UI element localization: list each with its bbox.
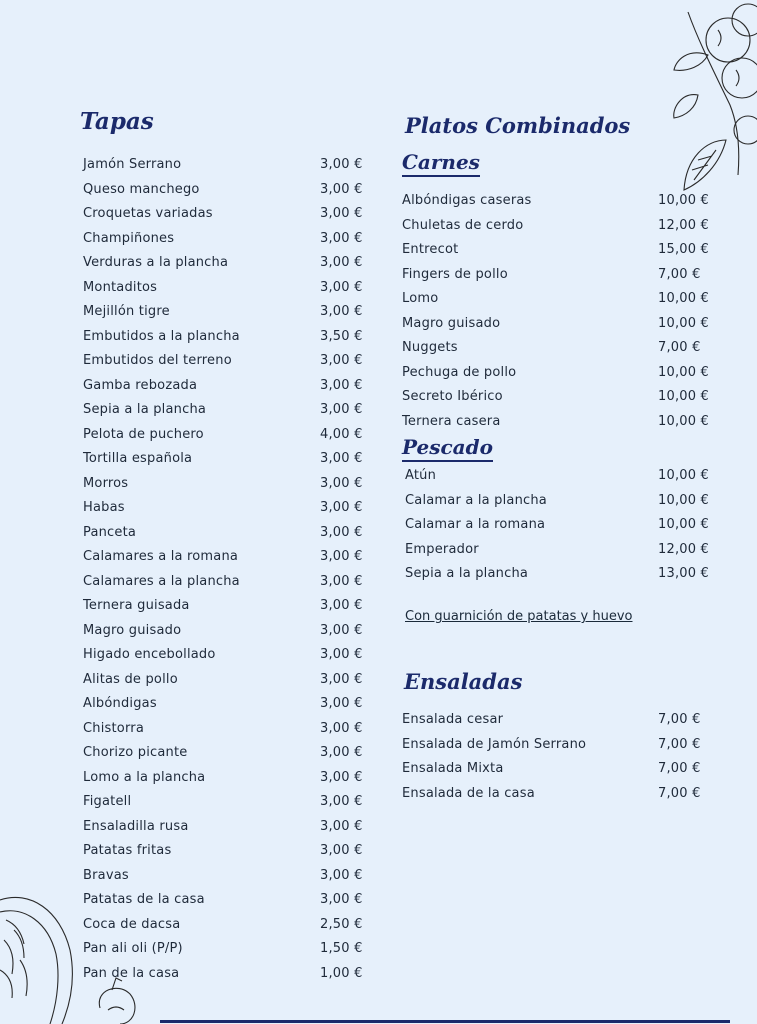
menu-item-name: Bravas: [83, 867, 129, 883]
menu-item-price: 7,00 €: [658, 266, 701, 282]
menu-item-name: Nuggets: [402, 340, 458, 355]
menu-item-price: 1,50 €: [320, 941, 363, 956]
menu-item-name: Calamar a la romana: [405, 517, 546, 532]
menu-item-name: Verduras a la plancha: [83, 255, 229, 270]
menu-item: [83, 790, 383, 815]
menu-item-name: Figatell: [83, 794, 132, 809]
menu-item-name: Morros: [83, 475, 129, 491]
menu-item: [405, 562, 725, 587]
menu-item-price: 4,00 €: [320, 426, 363, 442]
carnes-list: [402, 189, 722, 434]
fruit-branch-illustration: [668, 0, 757, 195]
menu-item-price: 3,00 €: [320, 745, 363, 760]
menu-item-name: Champiñones: [83, 230, 175, 246]
menu-item: [83, 325, 383, 350]
menu-item: [402, 361, 722, 386]
menu-item-name: Chistorra: [83, 720, 144, 736]
menu-item-price: 3,00 €: [320, 720, 363, 736]
menu-item-name: Ternera casera: [402, 413, 501, 429]
menu-item-price: 3,00 €: [320, 696, 363, 711]
menu-item-price: 10,00 €: [658, 389, 710, 404]
menu-item: [83, 423, 383, 448]
menu-item-name: Emperador: [405, 541, 479, 557]
menu-item: [83, 888, 383, 913]
menu-item-price: 3,00 €: [320, 402, 363, 417]
menu-item-price: 3,00 €: [320, 353, 363, 368]
menu-item: [83, 374, 383, 399]
menu-item-price: 7,00 €: [658, 761, 701, 776]
menu-item-name: Mejillón tigre: [83, 304, 170, 319]
menu-item-price: 10,00 €: [658, 413, 710, 429]
menu-item: [402, 336, 722, 361]
menu-item-price: 3,00 €: [320, 818, 363, 834]
pescado-list: [405, 464, 725, 587]
menu-item-price: 12,00 €: [658, 217, 710, 233]
menu-item-name: Pan ali oli (P/P): [83, 941, 183, 956]
menu-item-price: 3,00 €: [320, 598, 363, 613]
menu-item: [83, 398, 383, 423]
menu-item-price: 3,00 €: [320, 549, 363, 564]
tapas-list: [83, 153, 383, 986]
menu-item-name: Embutidos a la plancha: [83, 328, 240, 344]
menu-item: [83, 349, 383, 374]
menu-item: [405, 464, 725, 489]
menu-item-price: 12,00 €: [658, 541, 710, 557]
menu-item: [83, 717, 383, 742]
menu-item: [83, 741, 383, 766]
menu-item: [83, 472, 383, 497]
menu-item-price: 3,00 €: [320, 206, 363, 221]
menu-item-price: 3,00 €: [320, 475, 363, 491]
menu-item: [402, 385, 722, 410]
menu-item-price: 3,00 €: [320, 622, 363, 638]
menu-item: [83, 913, 383, 938]
menu-item-name: Patatas de la casa: [83, 892, 205, 907]
menu-item-name: Ensalada cesar: [402, 712, 504, 727]
menu-item: [83, 766, 383, 791]
menu-item-name: Jamón Serrano: [83, 157, 182, 172]
menu-item-name: Ensalada Mixta: [402, 761, 504, 776]
menu-item-name: Panceta: [83, 524, 137, 540]
platos-combinados-title: Platos Combinados: [405, 113, 631, 138]
menu-item-price: 7,00 €: [658, 785, 701, 801]
menu-item: [83, 251, 383, 276]
menu-item-price: 10,00 €: [658, 468, 710, 483]
menu-item-price: 3,00 €: [320, 304, 363, 319]
menu-item-name: Pan de la casa: [83, 965, 180, 981]
menu-item-name: Tortilla española: [83, 451, 193, 466]
menu-item-name: Lomo: [402, 291, 439, 306]
menu-item-price: 3,50 €: [320, 328, 363, 344]
menu-item-name: Lomo a la plancha: [83, 769, 206, 785]
menu-item-price: 10,00 €: [658, 517, 710, 532]
menu-item-price: 10,00 €: [658, 364, 710, 380]
menu-item-name: Calamares a la plancha: [83, 573, 240, 589]
menu-item-name: Ensalada de la casa: [402, 785, 535, 801]
menu-item-name: Fingers de pollo: [402, 266, 508, 282]
menu-item-name: Pechuga de pollo: [402, 364, 517, 380]
menu-item: [402, 733, 722, 758]
menu-item-price: 2,50 €: [320, 916, 363, 932]
menu-item-name: Magro guisado: [402, 315, 501, 331]
menu-item-name: Pelota de puchero: [83, 426, 204, 442]
menu-item-price: 3,00 €: [320, 181, 363, 197]
menu-item: [83, 153, 383, 178]
menu-item: [405, 538, 725, 563]
menu-item: [83, 668, 383, 693]
menu-item: [83, 962, 383, 987]
menu-item-name: Secreto Ibérico: [402, 389, 503, 404]
menu-item-name: Sepia a la plancha: [405, 566, 529, 581]
menu-item-name: Habas: [83, 500, 125, 515]
menu-item-name: Patatas fritas: [83, 843, 172, 858]
menu-item-name: Queso manchego: [83, 181, 200, 197]
menu-item-name: Gamba rebozada: [83, 377, 198, 393]
menu-item: [83, 619, 383, 644]
menu-item: [83, 815, 383, 840]
pescado-title: Pescado: [402, 435, 493, 462]
menu-item: [83, 300, 383, 325]
menu-item-name: Albóndigas: [83, 696, 157, 711]
menu-item-price: 3,00 €: [320, 573, 363, 589]
menu-item-name: Atún: [405, 468, 437, 483]
menu-item-name: Montaditos: [83, 279, 158, 295]
menu-item: [83, 496, 383, 521]
carnes-title: Carnes: [402, 150, 480, 177]
tapas-title: Tapas: [80, 108, 154, 135]
menu-item-name: Embutidos del terreno: [83, 353, 232, 368]
menu-item-price: 7,00 €: [658, 736, 701, 752]
menu-item-price: 10,00 €: [658, 291, 710, 306]
ensaladas-list: [402, 708, 722, 806]
menu-item: [402, 238, 722, 263]
menu-item-price: 3,00 €: [320, 157, 363, 172]
menu-item-price: 1,00 €: [320, 965, 363, 981]
menu-item: [402, 263, 722, 288]
menu-item-price: 10,00 €: [658, 193, 710, 208]
menu-item-price: 3,00 €: [320, 867, 363, 883]
menu-item-price: 3,00 €: [320, 647, 363, 662]
menu-item: [83, 839, 383, 864]
menu-item: [83, 594, 383, 619]
menu-item-price: 15,00 €: [658, 242, 710, 257]
menu-item: [405, 513, 725, 538]
menu-item: [83, 521, 383, 546]
menu-item-name: Coca de dacsa: [83, 916, 181, 932]
menu-item-price: 3,00 €: [320, 500, 363, 515]
bottom-divider: [160, 1020, 730, 1023]
menu-item-name: Alitas de pollo: [83, 671, 178, 687]
menu-item-name: Calamares a la romana: [83, 549, 239, 564]
menu-item-price: 3,00 €: [320, 892, 363, 907]
menu-item-price: 13,00 €: [658, 566, 710, 581]
menu-item-name: Ensaladilla rusa: [83, 818, 189, 834]
menu-item: [402, 757, 722, 782]
menu-item-price: 3,00 €: [320, 843, 363, 858]
menu-item-price: 10,00 €: [658, 492, 710, 508]
menu-item-name: Croquetas variadas: [83, 206, 213, 221]
menu-item-name: Ternera guisada: [83, 598, 190, 613]
garnish-note: Con guarnición de patatas y huevo: [405, 609, 633, 624]
menu-item-price: 3,00 €: [320, 451, 363, 466]
menu-item-name: Higado encebollado: [83, 647, 216, 662]
menu-item: [402, 782, 722, 807]
menu-item: [83, 202, 383, 227]
menu-item-price: 3,00 €: [320, 794, 363, 809]
menu-item-name: Calamar a la plancha: [405, 492, 547, 508]
menu-item: [83, 545, 383, 570]
menu-item: [402, 214, 722, 239]
menu-item-name: Chorizo picante: [83, 745, 188, 760]
menu-item-name: Chuletas de cerdo: [402, 217, 524, 233]
menu-item-name: Entrecot: [402, 242, 459, 257]
menu-item-price: 7,00 €: [658, 712, 701, 727]
menu-item: [83, 692, 383, 717]
menu-item-name: Sepia a la plancha: [83, 402, 207, 417]
menu-item: [402, 287, 722, 312]
menu-item: [402, 708, 722, 733]
menu-item: [83, 227, 383, 252]
menu-item-name: Magro guisado: [83, 622, 182, 638]
ensaladas-title: Ensaladas: [404, 669, 523, 694]
menu-item-name: Ensalada de Jamón Serrano: [402, 736, 587, 752]
menu-item-price: 3,00 €: [320, 671, 363, 687]
menu-item-price: 3,00 €: [320, 769, 363, 785]
menu-item-price: 3,00 €: [320, 524, 363, 540]
menu-item-price: 3,00 €: [320, 279, 363, 295]
menu-item: [83, 276, 383, 301]
menu-item: [405, 489, 725, 514]
menu-item-price: 10,00 €: [658, 315, 710, 331]
menu-item: [402, 312, 722, 337]
menu-item: [402, 189, 722, 214]
menu-item: [83, 570, 383, 595]
menu-item: [83, 937, 383, 962]
menu-item: [402, 410, 722, 435]
menu-item-price: 3,00 €: [320, 230, 363, 246]
menu-item: [83, 178, 383, 203]
menu-item-price: 3,00 €: [320, 377, 363, 393]
menu-item-price: 7,00 €: [658, 340, 701, 355]
menu-item: [83, 447, 383, 472]
menu-item-name: Albóndigas caseras: [402, 193, 532, 208]
menu-item-price: 3,00 €: [320, 255, 363, 270]
menu-item: [83, 864, 383, 889]
menu-item: [83, 643, 383, 668]
